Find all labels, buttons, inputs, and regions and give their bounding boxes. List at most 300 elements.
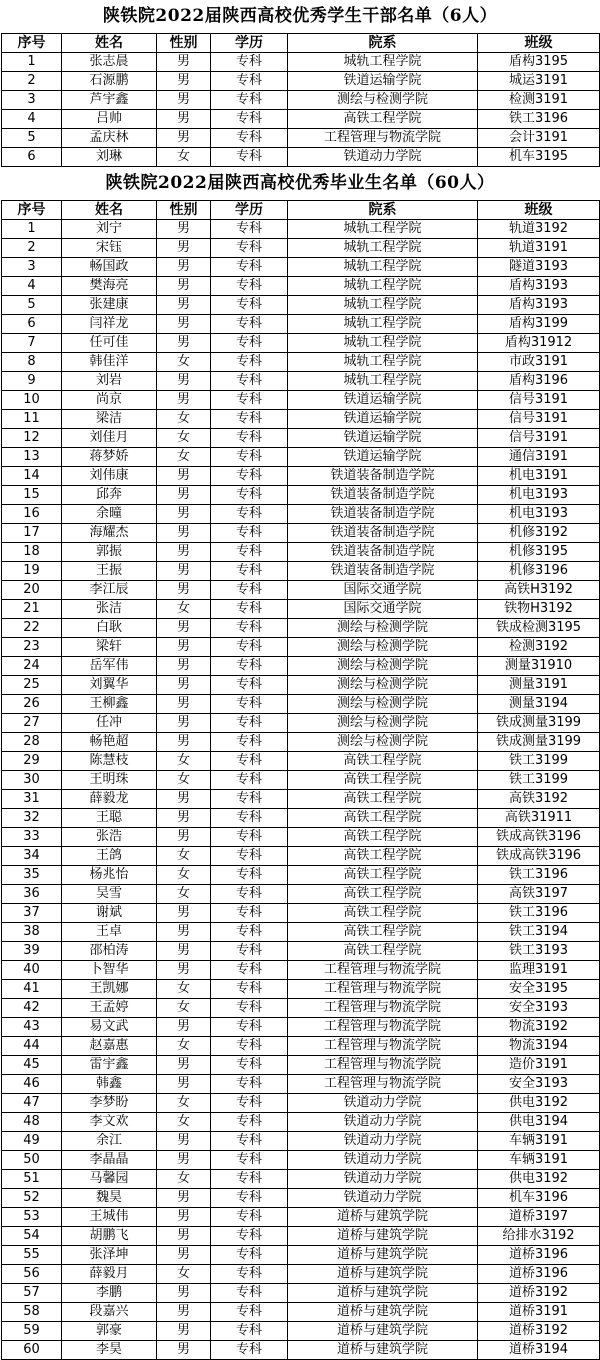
cell-class: 铁成测量3199 [478,733,600,752]
cell-department: 工程管理与物流学院 [288,999,478,1018]
cell-index: 18 [2,543,62,562]
cell-education: 专科 [211,110,288,129]
cell-class: 高铁3197 [478,885,600,904]
cell-gender: 男 [157,828,211,847]
cell-index: 13 [2,448,62,467]
cell-index: 2 [2,239,62,258]
cell-department: 高铁工程学院 [288,942,478,961]
cell-index: 31 [2,790,62,809]
cell-class: 盾构3196 [478,372,600,391]
cell-name: 王明珠 [62,771,157,790]
cell-class: 道桥3192 [478,1284,600,1303]
cell-department: 铁道动力学院 [288,1094,478,1113]
table-row [2,942,600,961]
cell-class: 道桥3196 [478,1246,600,1265]
table-row [2,1341,600,1360]
cell-index: 7 [2,334,62,353]
table-row [2,448,600,467]
cell-class: 供电3192 [478,1094,600,1113]
header-gender: 性别 [157,34,211,53]
cell-education: 专科 [211,980,288,999]
cell-gender: 女 [157,771,211,790]
table-row [2,72,600,91]
cell-class: 车辆3191 [478,1132,600,1151]
cell-department: 高铁工程学院 [288,923,478,942]
cell-education: 专科 [211,1018,288,1037]
cell-name: 王凯娜 [62,980,157,999]
cell-index: 45 [2,1056,62,1075]
cell-department: 高铁工程学院 [288,885,478,904]
cell-name: 白耿 [62,619,157,638]
header-name: 姓名 [62,34,157,53]
cell-index: 36 [2,885,62,904]
cell-gender: 男 [157,239,211,258]
cell-department: 铁道装备制造学院 [288,562,478,581]
header-index: 序号 [2,34,62,53]
cell-name: 郭振 [62,543,157,562]
table-row [2,1189,600,1208]
cell-class: 铁成高铁3196 [478,828,600,847]
table-row [2,1075,600,1094]
cell-class: 机修3195 [478,543,600,562]
cell-education: 专科 [211,999,288,1018]
cell-class: 盾构31912 [478,334,600,353]
cell-department: 测绘与检测学院 [288,733,478,752]
table-row [2,695,600,714]
cell-gender: 男 [157,391,211,410]
table-row [2,885,600,904]
cell-department: 城轨工程学院 [288,258,478,277]
cell-education: 专科 [211,505,288,524]
table-row [2,904,600,923]
cell-department: 铁道动力学院 [288,1132,478,1151]
header-education: 学历 [211,201,288,220]
cell-class: 道桥3191 [478,1303,600,1322]
cell-department: 城轨工程学院 [288,296,478,315]
header-gender: 性别 [157,201,211,220]
cell-name: 郭豪 [62,1322,157,1341]
cell-department: 铁道装备制造学院 [288,505,478,524]
cell-index: 33 [2,828,62,847]
cell-index: 21 [2,600,62,619]
cell-department: 道桥与建筑学院 [288,1208,478,1227]
cell-class: 铁工3196 [478,866,600,885]
cell-index: 48 [2,1113,62,1132]
cell-name: 王振 [62,562,157,581]
cell-index: 47 [2,1094,62,1113]
cell-class: 隧道3193 [478,258,600,277]
table-row [2,1227,600,1246]
section1-title: 陕铁院2022届陕西高校优秀学生干部名单（6人） [102,6,498,26]
cell-index: 53 [2,1208,62,1227]
cell-class: 高铁3192 [478,790,600,809]
cell-name: 刘宁 [62,220,157,239]
cell-gender: 男 [157,72,211,91]
cell-class: 高铁H3192 [478,581,600,600]
cell-index: 20 [2,581,62,600]
cell-education: 专科 [211,638,288,657]
cell-index: 12 [2,429,62,448]
cell-department: 道桥与建筑学院 [288,1341,478,1360]
cell-department: 测绘与检测学院 [288,714,478,733]
cell-index: 19 [2,562,62,581]
cell-education: 专科 [211,1284,288,1303]
cell-education: 专科 [211,410,288,429]
cell-index: 52 [2,1189,62,1208]
cell-class: 检测3192 [478,638,600,657]
table-row [2,1151,600,1170]
cell-index: 4 [2,110,62,129]
cell-gender: 女 [157,448,211,467]
cell-index: 40 [2,961,62,980]
table-row [2,676,600,695]
cell-department: 城轨工程学院 [288,353,478,372]
graduate-table-body [2,220,600,1360]
cell-education: 专科 [211,1322,288,1341]
cell-class: 铁工3193 [478,942,600,961]
section2-title: 陕铁院2022届陕西高校优秀毕业生名单（60人） [105,173,495,193]
cell-education: 专科 [211,581,288,600]
cell-name: 谢斌 [62,904,157,923]
cell-name: 杨兆怡 [62,866,157,885]
cell-gender: 女 [157,1037,211,1056]
cell-education: 专科 [211,771,288,790]
cell-class: 供电3194 [478,1113,600,1132]
cell-department: 道桥与建筑学院 [288,1303,478,1322]
cell-gender: 男 [157,505,211,524]
cell-department: 铁道装备制造学院 [288,486,478,505]
cell-index: 50 [2,1151,62,1170]
cell-class: 通信3191 [478,448,600,467]
cell-name: 段嘉兴 [62,1303,157,1322]
cell-education: 专科 [211,1075,288,1094]
header-index: 序号 [2,201,62,220]
cadre-table [1,33,600,167]
cell-name: 刘琳 [62,148,157,167]
cell-gender: 女 [157,353,211,372]
cell-name: 张洁 [62,600,157,619]
cell-class: 物流3192 [478,1018,600,1037]
cell-name: 薛毅龙 [62,790,157,809]
cell-name: 余江 [62,1132,157,1151]
cell-education: 专科 [211,429,288,448]
cell-class: 高铁31911 [478,809,600,828]
cell-name: 孟庆林 [62,129,157,148]
cell-gender: 男 [157,904,211,923]
cell-name: 李江辰 [62,581,157,600]
cell-index: 39 [2,942,62,961]
cell-class: 铁工3196 [478,904,600,923]
header-name: 姓名 [62,201,157,220]
cell-education: 专科 [211,239,288,258]
cell-index: 1 [2,220,62,239]
cell-education: 专科 [211,486,288,505]
cell-class: 盾构3195 [478,53,600,72]
cadre-table-body [2,53,600,167]
cell-education: 专科 [211,695,288,714]
cell-department: 道桥与建筑学院 [288,1284,478,1303]
cell-gender: 男 [157,562,211,581]
cell-department: 道桥与建筑学院 [288,1227,478,1246]
cell-class: 铁物H3192 [478,600,600,619]
cell-name: 李晶晶 [62,1151,157,1170]
cell-class: 盾构3199 [478,315,600,334]
table-row [2,866,600,885]
cell-department: 工程管理与物流学院 [288,1018,478,1037]
cell-gender: 女 [157,1113,211,1132]
cell-index: 2 [2,72,62,91]
cell-name: 李鹏 [62,1284,157,1303]
cell-class: 道桥3194 [478,1341,600,1360]
cell-index: 30 [2,771,62,790]
cell-index: 38 [2,923,62,942]
cell-education: 专科 [211,562,288,581]
cell-education: 专科 [211,1303,288,1322]
cell-education: 专科 [211,277,288,296]
cell-gender: 男 [157,1246,211,1265]
cell-education: 专科 [211,524,288,543]
table-row [2,1113,600,1132]
cell-class: 铁工3199 [478,771,600,790]
cell-gender: 男 [157,790,211,809]
cell-index: 35 [2,866,62,885]
cell-name: 邵柏涛 [62,942,157,961]
cell-class: 市政3191 [478,353,600,372]
table-row [2,771,600,790]
cell-name: 王卓 [62,923,157,942]
cell-class: 轨道3191 [478,239,600,258]
cell-education: 专科 [211,1132,288,1151]
cell-gender: 女 [157,866,211,885]
table-header-row [2,34,600,53]
cell-name: 张志晨 [62,53,157,72]
cell-name: 刘翼华 [62,676,157,695]
cell-name: 王孟婷 [62,999,157,1018]
cell-name: 余曈 [62,505,157,524]
table-row [2,429,600,448]
cell-education: 专科 [211,923,288,942]
cell-education: 专科 [211,619,288,638]
graduate-table [1,200,600,1360]
cell-index: 5 [2,129,62,148]
cell-gender: 男 [157,581,211,600]
table-row [2,1094,600,1113]
cell-gender: 男 [157,467,211,486]
cell-gender: 男 [157,1075,211,1094]
cell-class: 机电3193 [478,486,600,505]
table-row [2,220,600,239]
cell-index: 54 [2,1227,62,1246]
table-row [2,1018,600,1037]
cell-index: 24 [2,657,62,676]
cell-class: 监理3191 [478,961,600,980]
table-row [2,828,600,847]
cell-department: 铁道运输学院 [288,391,478,410]
cell-name: 刘佳月 [62,429,157,448]
table-row [2,391,600,410]
cell-department: 工程管理与物流学院 [288,980,478,999]
cell-class: 道桥3197 [478,1208,600,1227]
cell-name: 张浩 [62,828,157,847]
cell-index: 27 [2,714,62,733]
cell-education: 专科 [211,353,288,372]
cell-name: 梁轩 [62,638,157,657]
cell-gender: 男 [157,1132,211,1151]
cell-department: 铁道动力学院 [288,148,478,167]
cell-index: 15 [2,486,62,505]
table-row [2,1246,600,1265]
cell-index: 34 [2,847,62,866]
table-row [2,467,600,486]
cell-department: 高铁工程学院 [288,904,478,923]
cell-gender: 男 [157,543,211,562]
cell-name: 梁洁 [62,410,157,429]
cell-gender: 男 [157,1322,211,1341]
cell-name: 李文欢 [62,1113,157,1132]
cell-name: 宋钰 [62,239,157,258]
cell-class: 给排水3192 [478,1227,600,1246]
cell-gender: 男 [157,110,211,129]
table-row [2,619,600,638]
cell-department: 铁道运输学院 [288,429,478,448]
cell-name: 韩鑫 [62,1075,157,1094]
cell-index: 23 [2,638,62,657]
cell-gender: 男 [157,53,211,72]
cell-education: 专科 [211,1094,288,1113]
cell-department: 测绘与检测学院 [288,676,478,695]
cell-department: 城轨工程学院 [288,277,478,296]
cell-index: 16 [2,505,62,524]
table-row [2,1056,600,1075]
cell-class: 铁成检测3195 [478,619,600,638]
cell-index: 51 [2,1170,62,1189]
table-row [2,999,600,1018]
table-row [2,600,600,619]
table-row [2,562,600,581]
table-row [2,581,600,600]
cell-education: 专科 [211,1208,288,1227]
table-row [2,372,600,391]
cell-education: 专科 [211,866,288,885]
cell-class: 铁成高铁3196 [478,847,600,866]
cell-department: 高铁工程学院 [288,790,478,809]
cell-index: 41 [2,980,62,999]
cell-class: 机车3195 [478,148,600,167]
cell-index: 49 [2,1132,62,1151]
cell-class: 道桥3192 [478,1322,600,1341]
cell-gender: 男 [157,619,211,638]
cell-department: 测绘与检测学院 [288,695,478,714]
cell-name: 韩佳洋 [62,353,157,372]
cell-department: 城轨工程学院 [288,372,478,391]
table-row [2,543,600,562]
cell-gender: 女 [157,1265,211,1284]
cell-gender: 男 [157,1341,211,1360]
cell-department: 城轨工程学院 [288,53,478,72]
cell-education: 专科 [211,733,288,752]
table-row [2,1037,600,1056]
cell-education: 专科 [211,752,288,771]
cell-department: 国际交通学院 [288,581,478,600]
cell-name: 任可佳 [62,334,157,353]
cell-department: 铁道动力学院 [288,1189,478,1208]
cell-department: 测绘与检测学院 [288,91,478,110]
cell-education: 专科 [211,809,288,828]
table-row [2,277,600,296]
cell-department: 铁道装备制造学院 [288,467,478,486]
cell-department: 高铁工程学院 [288,828,478,847]
cell-name: 刘伟康 [62,467,157,486]
cell-gender: 男 [157,714,211,733]
cell-education: 专科 [211,1113,288,1132]
cell-name: 岳军伟 [62,657,157,676]
cell-index: 37 [2,904,62,923]
cell-gender: 女 [157,1094,211,1113]
cell-class: 机电3191 [478,467,600,486]
cell-name: 芦宇鑫 [62,91,157,110]
cell-class: 铁成测量3199 [478,714,600,733]
cell-class: 盾构3193 [478,296,600,315]
cell-name: 雷宇鑫 [62,1056,157,1075]
cell-gender: 男 [157,296,211,315]
cell-gender: 男 [157,1151,211,1170]
table-row [2,91,600,110]
header-class: 班级 [478,34,600,53]
cell-education: 专科 [211,448,288,467]
cell-class: 信号3191 [478,429,600,448]
cell-department: 工程管理与物流学院 [288,1056,478,1075]
cell-name: 张建康 [62,296,157,315]
header-department: 院系 [288,201,478,220]
cell-department: 工程管理与物流学院 [288,961,478,980]
table-row [2,334,600,353]
cell-department: 城轨工程学院 [288,220,478,239]
cell-department: 工程管理与物流学院 [288,1037,478,1056]
cell-index: 11 [2,410,62,429]
cell-class: 测量3191 [478,676,600,695]
cell-education: 专科 [211,1056,288,1075]
cell-class: 信号3191 [478,410,600,429]
cell-department: 铁道装备制造学院 [288,524,478,543]
cell-name: 邱奔 [62,486,157,505]
cell-gender: 男 [157,220,211,239]
table-row [2,110,600,129]
cell-index: 22 [2,619,62,638]
cell-department: 城轨工程学院 [288,239,478,258]
cell-class: 机修3192 [478,524,600,543]
cell-name: 李梦盼 [62,1094,157,1113]
cell-gender: 男 [157,961,211,980]
cell-index: 60 [2,1341,62,1360]
cell-gender: 男 [157,1208,211,1227]
cell-department: 工程管理与物流学院 [288,129,478,148]
cell-education: 专科 [211,53,288,72]
cell-gender: 女 [157,600,211,619]
table-row [2,714,600,733]
cell-index: 56 [2,1265,62,1284]
cell-index: 59 [2,1322,62,1341]
cell-name: 张泽坤 [62,1246,157,1265]
table-row [2,148,600,167]
cell-index: 28 [2,733,62,752]
table-row [2,296,600,315]
cell-gender: 男 [157,676,211,695]
cell-index: 8 [2,353,62,372]
cell-education: 专科 [211,657,288,676]
cell-name: 薛毅月 [62,1265,157,1284]
cell-name: 闫祥龙 [62,315,157,334]
cell-department: 道桥与建筑学院 [288,1322,478,1341]
